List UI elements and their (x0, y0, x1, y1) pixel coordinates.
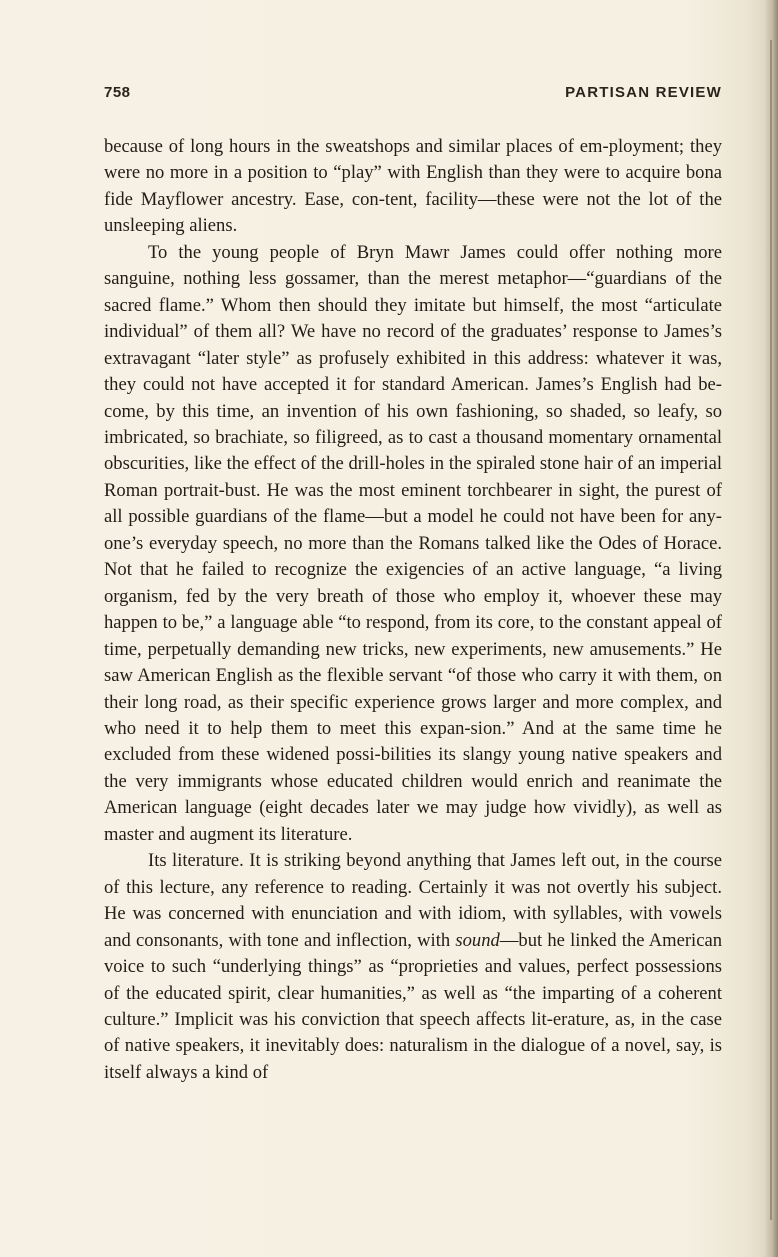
article-body (104, 134, 722, 1086)
page-header (104, 84, 722, 106)
paragraph-3-before: Its literature. It is striking beyond anything that James left out, in the course of this lecture, any reference to reading. Certainly it was not overtly his subject. He was concerned with enunciation and with idiom, with syllables, with vowels and consonants, with tone and inflection, with (104, 850, 722, 951)
running-head: PARTISAN REVIEW (565, 84, 722, 101)
paragraph-3-after: —but he linked the American voice to such “underlying things” as “proprieties and values, perfect possessions of the educated spirit, clear humanities,” as well as “the imparting of a coherent culture.” Implicit was his conviction that speech affects lit-erature, as, in the case of native speakers, it inevitably does: naturalism in the dialogue of a novel, say, is itself always a kind of (104, 929, 722, 1083)
paragraph-1: because of long hours in the sweatshops and similar places of em-ployment; they were no more in a position to “play” with English than they were to acquire bona fide Mayflower ancestry. Ease, con-tent, facility—these were not the lot of the unsleeping aliens. (104, 136, 722, 237)
page-gutter-line (770, 40, 772, 1220)
page-number: 758 (104, 84, 131, 101)
paragraph-3-emphasis: sound (455, 929, 500, 951)
paragraph-2: To the young people of Bryn Mawr James could offer nothing more sanguine, nothing less gossamer, than the merest metaphor—“guardians of the sacred flame.” Whom then should they imitate but himself, the most “articulate individual” of them all? We have no record of the graduates’ response to James’s extravagant “later style” as profusely exhibited in this address: whatever it was, they could not have accepted it for standard American. James’s English had be-come, by this time, an invention of his own fashioning, so shaded, so leafy, so imbricated, so brachiate, so filigreed, as to cast a thousand momentary ornamental obscurities, like the effect of the drill-holes in the spiraled stone hair of an imperial Roman portrait-bust. He was the most eminent torchbearer in sight, the purest of all possible guardians of the flame—but a model he could not have been for any-one’s everyday speech, no more than the Romans talked like the Odes of Horace. Not that he failed to recognize the exigencies of an active language, “a living organism, fed by the very breath of those who employ it, whoever these may happen to be,” a language able “to respond, from its core, to the constant appeal of time, perpetually demanding new tricks, new experiments, new amusements.” He saw American English as the flexible servant “of those who carry it with them, on their long road, as their specific experience grows larger and more complex, and who need it to help them to meet this expan-sion.” And at the same time he excluded from these widened possi-bilities its slangy young native speakers and the very immigrants whose educated children would enrich and reanimate the American language (eight decades later we may judge how vividly), as well as master and augment its literature. (104, 241, 722, 845)
paragraph-3 (104, 848, 722, 1086)
